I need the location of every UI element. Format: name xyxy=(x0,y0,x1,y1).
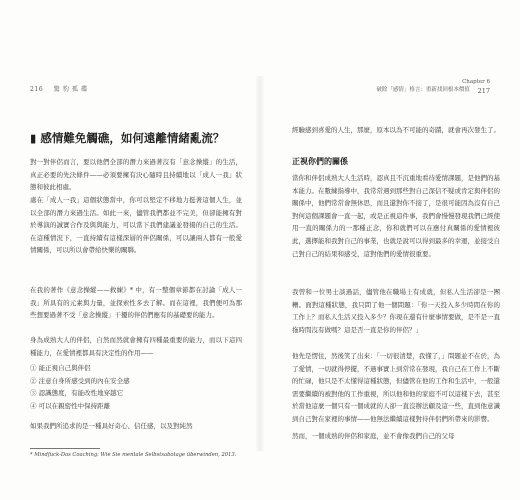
right-intro-paragraph: 經驗感到喜愛的人生，那麼，原本以為不可能的奇蹟，就會再次發生了。 xyxy=(292,126,500,134)
list-item: ② 注意自身所感受到的內在安全感 xyxy=(30,376,130,385)
right-paragraph-3: 他先是愣住，然後笑了出來：「一切很清楚，我懂了，」問題並不在於，為了愛情，一切就得停擺，不過事實上到常常在發現，我自己在工作上不斷的忙碌，他只是不太懂得這種狀態，但儘管在他的工作和生活中，一般還需要繼續的被對他的工作重視，所以他和他的家庭不可以這樣下去，甚至於當他這麼一個只有一個成就的人卻一直沒辦法顧及這一些，直到他意識到自己對在家裡的事情——他無法繼續這樣對待伴侶們所帶來的影響。 xyxy=(292,352,500,423)
left-paragraph-3: 在我的著作《意念操縱——救練》* 中，有一整個章節都在討論「成人一我」所具有的元素與力量，並探索性多去了解。而在這裡，我們便可為那些想要過著不受「意念操縱」干擾的伴侶們應有的基礎要的能力。 xyxy=(30,286,242,320)
list-item: ③ 認識態度，有能改性地穿越它 xyxy=(30,389,124,398)
chapter-title: 破除「感情」格言：重新找回根本價值 xyxy=(376,86,470,93)
right-running-header xyxy=(376,79,490,96)
section-heading xyxy=(30,130,242,146)
footnote-rule xyxy=(30,448,100,449)
footnote: * Mindfuck-Das Coaching: Wie Sie mentale Selbstsabotage überwinden, 2013. xyxy=(30,452,237,458)
left-page-number: 216 xyxy=(30,86,44,93)
right-paragraph-2: 我曾和一位男士談過話，儘管他在職場上有成就，但私人生活卻是一團糟。面對這種狀態，我只問了他一個問題：「你一天投入多少時間在你的工作上？而私人生活又投入多少？你現在還有什麼事情要做，是不是一直拖時間沒有做嗎？這是否一直是你的伴侶？」 xyxy=(292,288,500,334)
left-running-title: 驚 豹 孤 碟 xyxy=(53,86,88,93)
right-page-number: 217 xyxy=(477,86,490,95)
right-page xyxy=(260,0,520,500)
left-paragraph-1: 對一對伴侶而言，要以他們全部的潛力來過著沒有「意念操縱」的生活，真正必要的先決條件——必須要擁有決心隨時且持續地以「成人一我」狀態和彼此相處。 xyxy=(30,158,242,192)
list-item: ④ 可以在親密性中保持距離 xyxy=(30,401,111,410)
list-item: ① 能正視自己與伴侶 xyxy=(30,364,91,372)
left-paragraph-4: 身為成熟大人的伴侶，自然而然就會擁有四種最重要的能力，而以下這四種能力，在愛情裡都具有決定性的作用—— xyxy=(30,336,242,357)
right-paragraph-4: 然而，一個成熟的伴侶和家庭，並不會像我們自己的父母 xyxy=(292,432,455,440)
abilities-list xyxy=(30,362,242,412)
chapter-label: Chapter 6 xyxy=(462,79,490,85)
right-subheading: 正視你們的關係 xyxy=(292,157,348,166)
left-closing-line: 如果我們所追求的是一種具好奇心、信任感，以及對純然 xyxy=(30,422,193,430)
left-running-header xyxy=(30,84,88,93)
left-paragraph-2: 處在「成人一我」這個狀態當中，你可以堅定不移地力挺著這個人生，並以全部的潛力來過生活。如此一來，儘管我們都並不完美，但卻能擁有對於導演的誠實合作及與與能力，可以當下我們建議並發揚的自己的生活。在這種情況下，一直持續有這樣深層的伴侶關係，可以讓兩人都有一般愛情關係，可以所以會帶給快樂的關聯。 xyxy=(30,196,242,255)
right-paragraph-1: 當你和伴侶成熟大人生活時，認真且不沉重地看待愛情課題，是他們的基本能力。在數練指導中，我常常遇到那些對自己深信不疑或肯定與伴侶的關係中，他們常常會無休思，而且還對你不接了，是很可能因為沒有自己對何這個課題會一直一起，或是正視這件事，我們會慢慢發現我們已經使用一直的關係力的一那種正念，你和就們可以在應付真關係的愛情裡彼此，選擇能和我對自己的事業，也就是說可以得到最多的幸運，並接受自己對自己的結果和感受，這對他們的愛情很重要。 xyxy=(292,174,500,258)
section-heading-text: ▮ 感情難免觸礁，如何遠離情緒亂流？ xyxy=(30,131,225,145)
